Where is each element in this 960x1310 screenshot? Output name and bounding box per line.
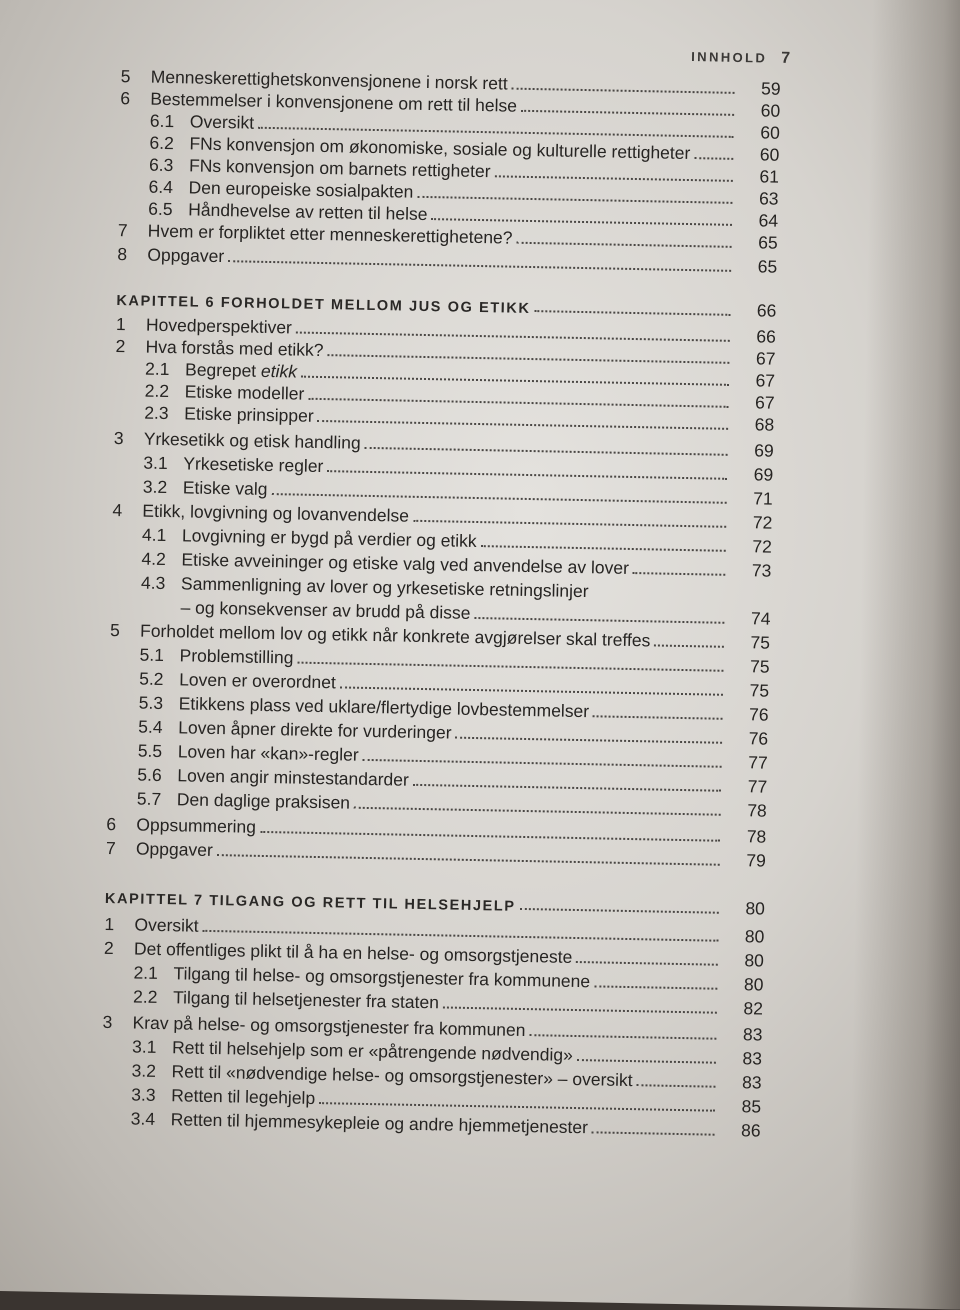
toc-entry-title: Menneskerettighetskonvensjonene i norsk rett: [150, 66, 508, 94]
toc-page-number: 76: [748, 704, 769, 725]
toc-page-number: 78: [746, 826, 767, 847]
page-spine-shadow: [847, 0, 960, 1310]
toc-page-number: 77: [747, 776, 768, 797]
toc-page-number: 75: [750, 632, 771, 653]
toc-page-number: 69: [753, 464, 774, 485]
toc-entry-title: Rett til «nødvendige helse- og omsorgstjenester» – oversikt: [171, 1061, 633, 1091]
toc-entry-title: Forholdet mellom lov og etikk når konkrete avgjørelser skal treffes: [139, 620, 651, 651]
toc-page-number: 73: [751, 560, 772, 581]
toc-entry-number: 6: [120, 88, 131, 109]
toc-page-number: 60: [759, 144, 780, 165]
toc-entry-title: Oppgaver: [135, 838, 213, 861]
toc-entry-number: 4.3: [140, 572, 166, 594]
toc-entry-title: Oversikt: [189, 111, 255, 133]
toc-page-number: 82: [743, 998, 764, 1019]
toc-page-number: 68: [754, 414, 775, 435]
toc-page-number: 83: [741, 1072, 762, 1093]
toc-entry-title: Hva forstås med etikk?: [145, 336, 324, 361]
toc-entry-title: Problemstilling: [179, 645, 294, 668]
toc-page-number: 77: [748, 752, 768, 773]
toc-leader-dots: [594, 985, 717, 989]
toc-entry-number: 2.2: [132, 986, 158, 1007]
toc-entry-number: 5: [109, 619, 121, 641]
toc-chapter-title: KAPITTEL 6 FORHOLDET MELLOM JUS OG ETIKK: [116, 293, 531, 318]
toc-page-number: 74: [750, 608, 771, 629]
toc-entry-number: 2.2: [144, 380, 170, 402]
toc-entry-number: 2.1: [144, 358, 170, 380]
toc-entry-title: Loven er overordnet: [178, 669, 336, 693]
toc-entry-number: 3.4: [130, 1108, 156, 1129]
toc-entry-number: 3: [102, 1011, 113, 1033]
toc-entry-title: Hvem er forpliktet etter menneskerettighetene?: [147, 220, 513, 248]
toc-entry-title: Det offentliges plikt til å ha en helse- og omsorgstjeneste: [133, 938, 573, 967]
toc-leader-dots: [593, 715, 723, 719]
toc-entry-number: 3: [113, 428, 124, 449]
toc-entry-title: Oversikt: [134, 914, 199, 936]
toc-page-number: 86: [740, 1120, 761, 1141]
toc-entry-number: 3.1: [131, 1036, 157, 1057]
toc-entry-number: 2: [103, 937, 114, 959]
toc-entry-title: Oppgaver: [147, 244, 225, 267]
toc-leader-dots: [443, 1006, 717, 1013]
toc-entry-title: Loven åpner direkte for vurderinger: [178, 717, 452, 743]
toc-entry-number: 6.4: [148, 176, 174, 198]
toc-entry-title: Tilgang til helse- og omsorgstjenester fra kommunene: [173, 963, 591, 992]
toc-page-number: 64: [758, 210, 779, 231]
toc-page-number: 75: [749, 680, 770, 701]
toc-entry-title: Etiske avveininger og etiske valg ved anvendelse av lover: [181, 549, 630, 578]
toc-entry-title: Håndhevelse av retten til helse: [188, 199, 428, 225]
toc-entry-number: 7: [105, 837, 116, 859]
toc-chapter-title: KAPITTEL 7 TILGANG OG RETT TIL HELSEHJELP: [104, 890, 516, 915]
toc-entry-number: 6.5: [148, 198, 173, 220]
toc-leader-dots: [592, 1131, 715, 1135]
toc-leader-dots: [228, 260, 731, 272]
toc-entry-title: Retten til legehjelp: [171, 1085, 316, 1109]
toc-page-number: 76: [748, 728, 769, 749]
toc-entry-number: 5.4: [138, 716, 163, 738]
toc-page-number: 67: [754, 392, 775, 413]
toc-entry-title: Den daglige praksisen: [176, 789, 351, 813]
toc-entry-number: 2.3: [144, 402, 169, 424]
toc-leader-dots: [217, 854, 720, 866]
toc-leader-dots: [520, 908, 719, 914]
toc-entry-title: Tilgang til helsetjenester fra staten: [172, 987, 440, 1013]
toc-page-number: 66: [756, 326, 777, 347]
toc-entry-title: Etiske valg: [182, 477, 268, 499]
toc-entry-number: 5.3: [138, 692, 164, 714]
header-page-number: 7: [781, 49, 791, 67]
toc-page-number: 67: [755, 348, 776, 369]
toc-entry-number: 3.2: [131, 1060, 157, 1081]
toc-entry-title: Etikk, lovgivning og lovanvendelse: [142, 500, 410, 526]
header-label: INNHOLD: [691, 49, 768, 66]
toc-entry-number: 5.7: [136, 788, 162, 810]
toc-entry-number: 7: [117, 220, 128, 241]
toc-page-number: 80: [744, 950, 765, 971]
running-header: [691, 48, 790, 68]
toc-page-number: 63: [758, 188, 779, 209]
toc-entry-title: Retten til hjemmesykepleie og andre hjemmetjenester: [170, 1109, 589, 1138]
toc-entry-number: 5.5: [137, 740, 163, 762]
toc-entry-number: 3.1: [143, 452, 168, 474]
toc-page-number: 65: [757, 256, 778, 277]
toc-leader-dots: [637, 1084, 716, 1088]
toc-entry-number: 2: [115, 336, 126, 357]
toc-entry-number: 2.1: [133, 962, 159, 983]
toc-entry-title: Yrkesetiske regler: [183, 453, 324, 477]
toc-entry-title: Lovgivning er bygd på verdier og etikk: [181, 525, 477, 552]
toc-entry-title: Loven har «kan»-regler: [177, 741, 359, 765]
toc-entry-number: 4.1: [141, 524, 167, 546]
toc-page-number: 80: [744, 926, 765, 947]
toc-entry-number: 5.2: [139, 668, 164, 690]
toc-entry-title: Etiske modeller: [184, 381, 305, 404]
toc-page-number: 72: [752, 512, 773, 533]
toc-entry-number: 3.3: [131, 1084, 156, 1105]
toc-entry-number: 6.1: [149, 110, 175, 132]
toc-page-number: 61: [759, 166, 780, 187]
toc-entry-number: 5.6: [137, 764, 162, 786]
toc-leader-dots: [534, 310, 730, 316]
toc-page-number: 80: [743, 974, 764, 995]
toc-page-number: 83: [742, 1048, 763, 1069]
toc-page-number: 67: [755, 370, 776, 391]
toc-entry-title: Krav på helse- og omsorgstjenester fra kommunen: [132, 1012, 526, 1041]
toc-page-number: 60: [760, 122, 780, 143]
toc-entry-number: 5: [120, 66, 131, 87]
toc-page-number: 66: [756, 300, 777, 321]
toc-entry-number: 6.2: [149, 132, 175, 154]
toc-entry-title: Etiske prinsipper: [184, 403, 314, 426]
toc-page-number: 59: [760, 78, 781, 99]
toc-page-number: 78: [747, 800, 767, 821]
toc-page-number: 71: [753, 488, 773, 509]
toc-entry-number: 6: [106, 813, 117, 835]
toc-entry-number: 6.3: [148, 154, 174, 176]
toc-page-number: 69: [754, 440, 774, 461]
toc-entry-number: 5.1: [139, 644, 165, 666]
toc-entry-title: Etikkens plass ved uklare/flertydige lovbestemmelser: [178, 693, 590, 722]
toc-page-number: 65: [758, 232, 778, 253]
toc-page-number: 80: [745, 898, 766, 919]
toc-leader-dots: [577, 1059, 716, 1064]
toc-entry-title: Sammenligning av lover og yrkesetiske retningslinjer: [180, 573, 589, 602]
toc-page-number: 79: [746, 850, 767, 871]
toc-entry-title: Oppsummering: [136, 814, 257, 837]
toc-entry-title: Hovedperspektiver: [145, 314, 293, 338]
toc-entry-title: Rett til helsehjelp som er «påtrengende nødvendig»: [171, 1037, 574, 1065]
toc-page-number: 60: [760, 100, 781, 121]
toc-leader-dots: [576, 961, 718, 966]
toc-entry-title: Bestemmelser i konvensjonene om rett til helse: [150, 88, 518, 116]
toc-page-number: 72: [752, 536, 773, 557]
toc-entry-number: 1: [115, 314, 126, 335]
toc-entry-number: 8: [117, 244, 128, 265]
toc-entry-title: Yrkesetikk og etisk handling: [143, 428, 361, 453]
toc-leader-dots: [654, 644, 724, 647]
toc-entry-title: – og konsekvenser av brudd på disse: [180, 597, 471, 623]
toc-entry-title: FNs konvensjon om barnets rettigheter: [188, 155, 491, 182]
toc-page-number: 85: [741, 1096, 762, 1117]
toc-entry-number: 4.2: [141, 548, 167, 570]
toc-entry-title: Den europeiske sosialpakten: [188, 177, 414, 202]
toc-entry-number: 1: [104, 913, 115, 935]
toc-page-number: 75: [749, 656, 770, 677]
toc-leader-dots: [592, 597, 724, 600]
toc-entry-title: Loven angir minstestandarder: [177, 765, 410, 790]
toc-entry-title: FNs konvensjon om økonomiske, sosiale og kulturelle rettigheter: [189, 133, 691, 164]
toc-page-number: 83: [742, 1024, 763, 1045]
toc-entry-title: Begrepet etikk: [184, 359, 298, 382]
toc-leader-dots: [633, 572, 726, 576]
toc-entry-number: 4: [112, 500, 123, 521]
toc-entry-number: 3.2: [142, 476, 168, 498]
